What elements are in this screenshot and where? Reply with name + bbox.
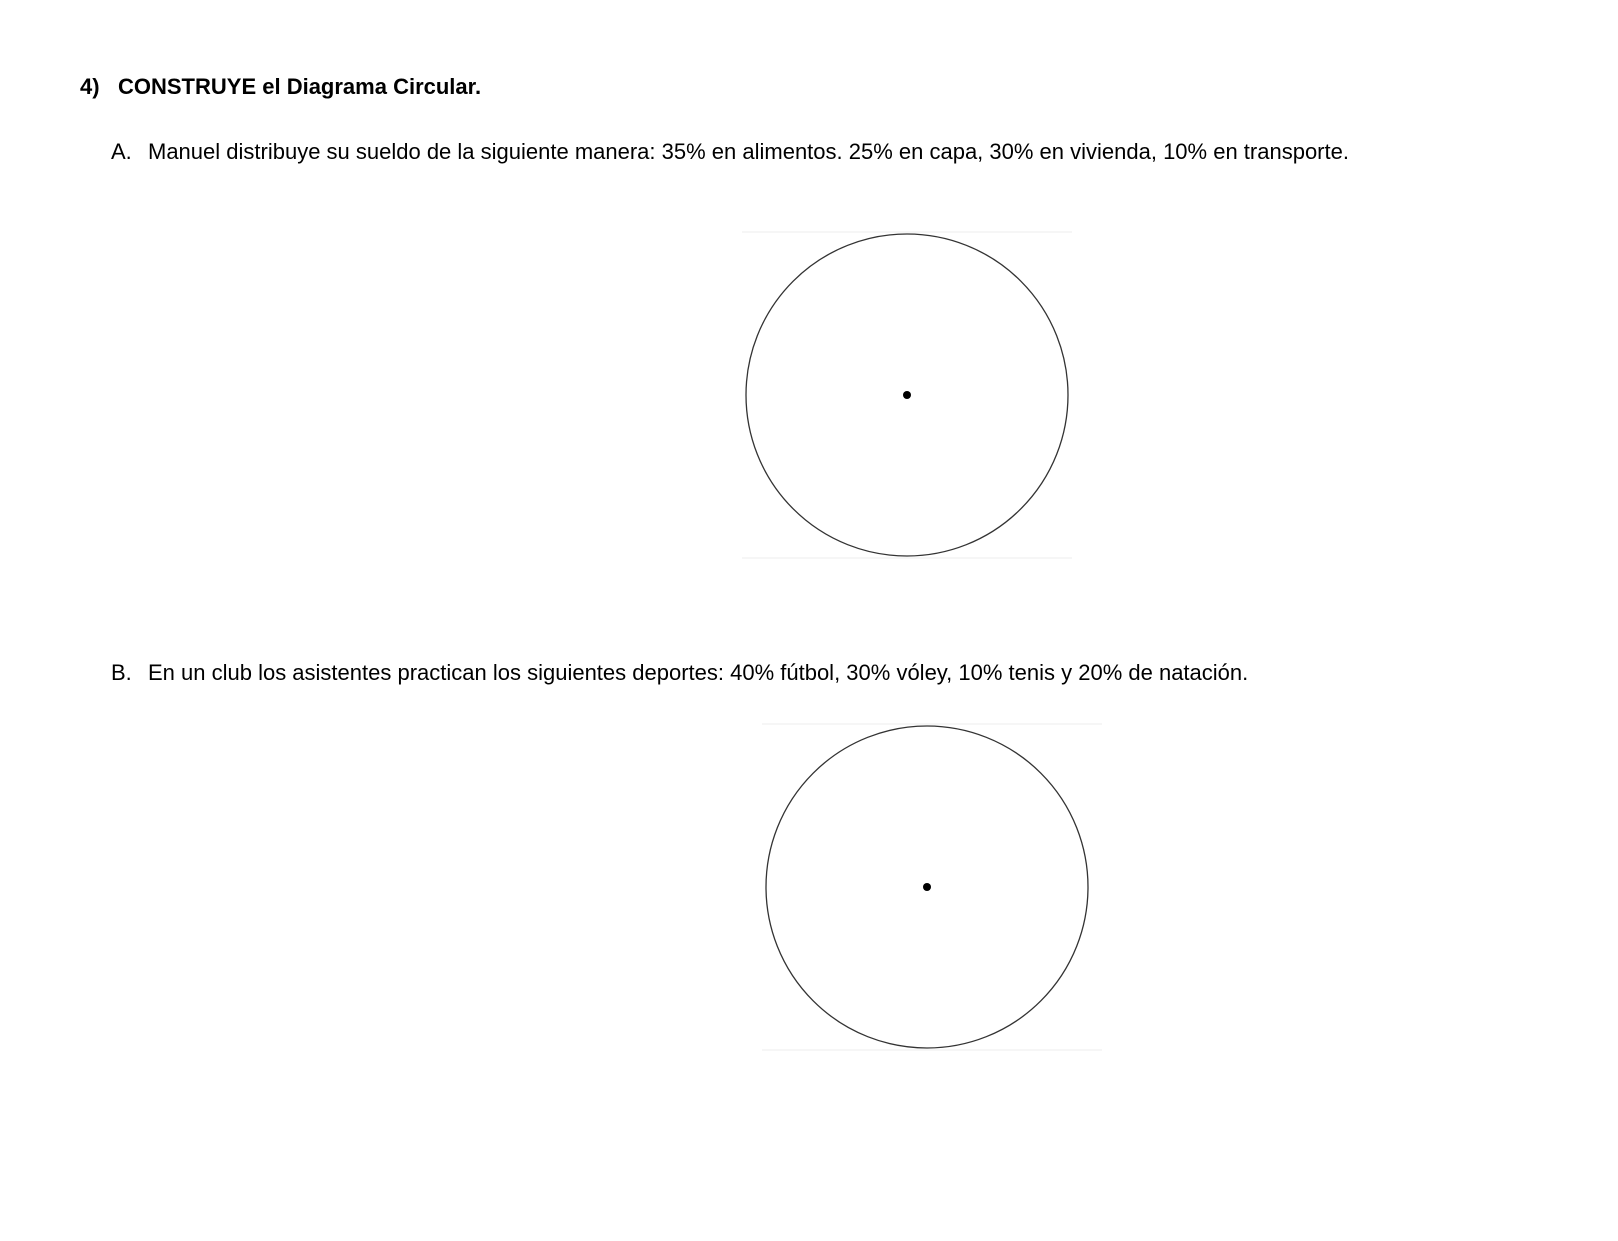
exercise-title: CONSTRUYE el Diagrama Circular. <box>118 74 482 99</box>
problem-b-letter: B. <box>111 660 132 685</box>
exercise-number: 4) <box>80 74 100 99</box>
center-dot-b <box>923 883 931 891</box>
problem-a-text: Manuel distribuye su sueldo de la siguiente manera: 35% en alimentos. 25% en capa, 30% en vivienda, 10% en transporte. <box>148 139 1349 164</box>
pie-chart-blank-b <box>762 722 1102 1052</box>
exercise-heading <box>80 74 481 100</box>
problem-a-letter: A. <box>111 139 132 164</box>
problem-b <box>111 660 1248 686</box>
pie-chart-blank-a <box>742 230 1072 560</box>
problem-b-text: En un club los asistentes practican los siguientes deportes: 40% fútbol, 30% vóley, 10% tenis y 20% de natación. <box>148 660 1249 685</box>
problem-a <box>111 139 1349 165</box>
center-dot-a <box>903 391 911 399</box>
